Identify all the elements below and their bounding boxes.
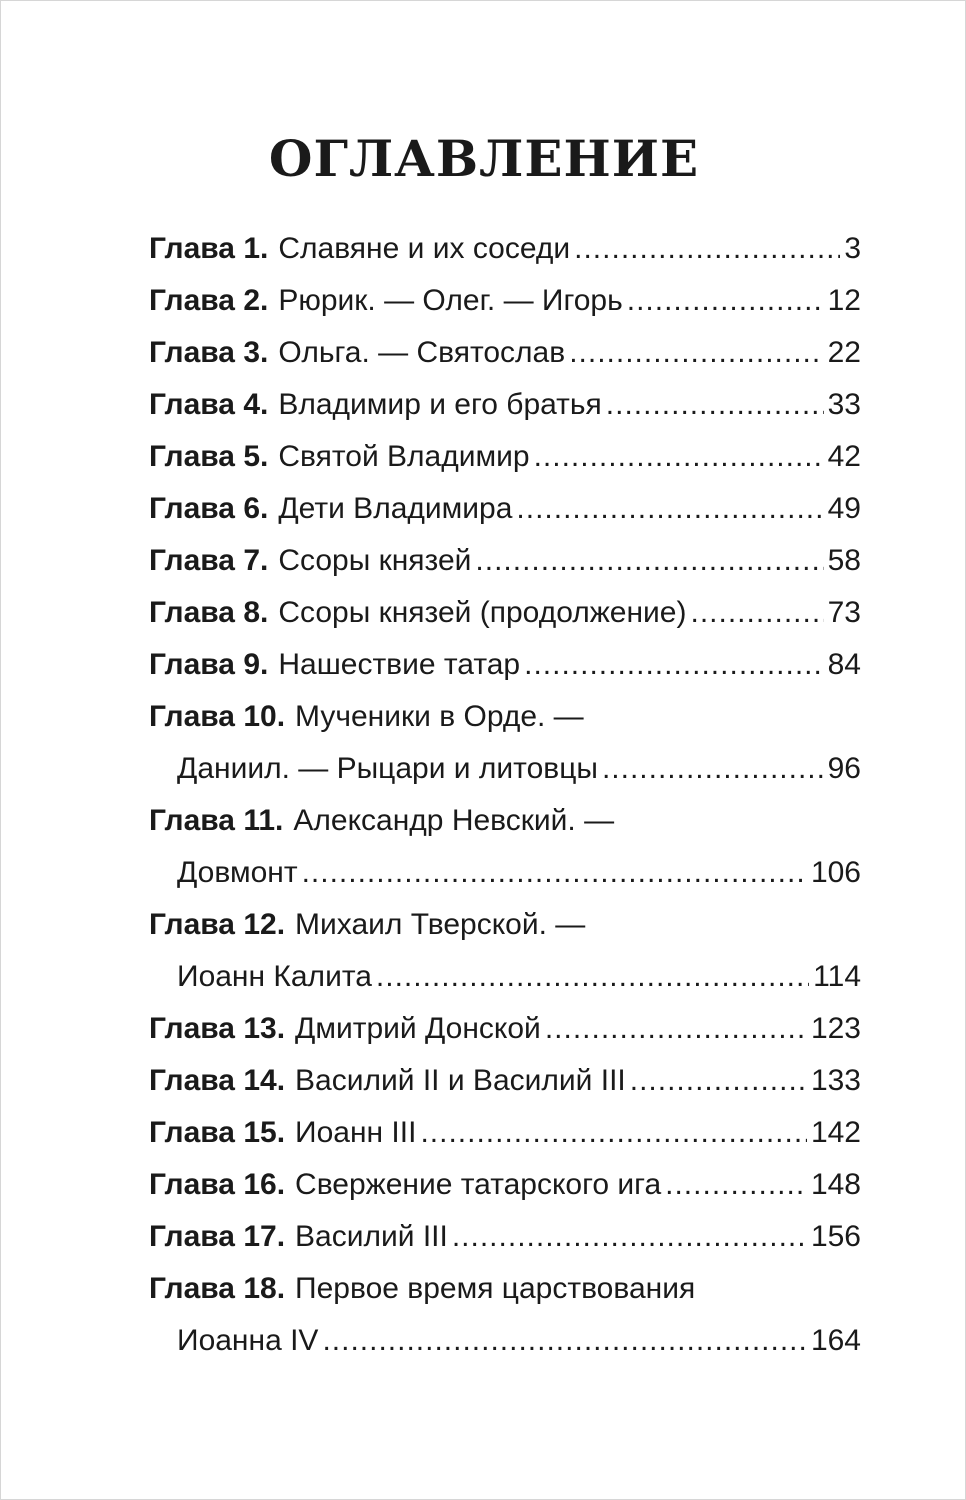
toc-entry bbox=[149, 691, 861, 795]
page-number: 49 bbox=[827, 492, 861, 525]
chapter-number: Глава 3. bbox=[149, 336, 269, 369]
chapter-title: Даниил. — Рыцари и литовцы bbox=[177, 752, 598, 785]
chapter-title: Довмонт bbox=[177, 856, 298, 889]
chapter-title: Иоанн Калита bbox=[177, 960, 372, 993]
chapter-number: Глава 14. bbox=[149, 1064, 286, 1097]
chapter-title: Василий III bbox=[295, 1220, 448, 1253]
dot-leader bbox=[690, 587, 823, 639]
toc-entry bbox=[149, 1107, 861, 1159]
chapter-title: Ольга. — Святослав bbox=[278, 336, 566, 369]
page-number: 12 bbox=[827, 284, 861, 317]
page-number: 3 bbox=[844, 232, 861, 265]
chapter-title: Ссоры князей (продолжение) bbox=[278, 596, 687, 629]
page-number: 106 bbox=[810, 856, 861, 889]
toc-entry bbox=[149, 587, 861, 639]
toc-line bbox=[149, 639, 861, 691]
toc-entry bbox=[149, 1211, 861, 1263]
toc-line bbox=[149, 1263, 861, 1315]
chapter-title: Первое время царствования bbox=[295, 1272, 696, 1305]
dot-leader bbox=[376, 951, 809, 1003]
page-number: 22 bbox=[827, 336, 861, 369]
dot-leader bbox=[534, 431, 824, 483]
chapter-title: Иоанна IV bbox=[177, 1324, 319, 1357]
chapter-title: Святой Владимир bbox=[278, 440, 530, 473]
toc-entry bbox=[149, 1159, 861, 1211]
chapter-number: Глава 8. bbox=[149, 596, 269, 629]
toc-entry bbox=[149, 275, 861, 327]
chapter-number: Глава 18. bbox=[149, 1272, 286, 1305]
chapter-title: Михаил Тверской. — bbox=[295, 908, 586, 941]
toc-entry bbox=[149, 431, 861, 483]
chapter-number: Глава 11. bbox=[149, 804, 284, 837]
page-number: 84 bbox=[827, 648, 861, 681]
chapter-title: Василий II и Василий III bbox=[295, 1064, 626, 1097]
chapter-title: Рюрик. — Олег. — Игорь bbox=[278, 284, 623, 317]
page-number: 73 bbox=[827, 596, 861, 629]
chapter-title: Владимир и его братья bbox=[278, 388, 602, 421]
dot-leader bbox=[665, 1159, 807, 1211]
toc-entry bbox=[149, 899, 861, 1003]
toc-line bbox=[149, 587, 861, 639]
toc-entry bbox=[149, 1263, 861, 1367]
chapter-number: Глава 1. bbox=[149, 232, 269, 265]
chapter-title: Дети Владимира bbox=[278, 492, 513, 525]
chapter-title: Александр Невский. — bbox=[293, 804, 615, 837]
chapter-title: Славяне и их соседи bbox=[278, 232, 571, 265]
chapter-title: Дмитрий Донской bbox=[295, 1012, 541, 1045]
dot-leader bbox=[545, 1003, 807, 1055]
toc-line bbox=[149, 327, 861, 379]
toc-line bbox=[149, 1107, 861, 1159]
toc-line bbox=[149, 275, 861, 327]
chapter-number: Глава 15. bbox=[149, 1116, 286, 1149]
toc-entry bbox=[149, 1003, 861, 1055]
page-number: 33 bbox=[827, 388, 861, 421]
page-number: 42 bbox=[827, 440, 861, 473]
toc-line-continuation bbox=[149, 847, 861, 899]
chapter-number: Глава 12. bbox=[149, 908, 286, 941]
page-number: 164 bbox=[810, 1324, 861, 1357]
page-number: 58 bbox=[827, 544, 861, 577]
dot-leader bbox=[420, 1107, 807, 1159]
chapter-title: Ссоры князей bbox=[278, 544, 472, 577]
toc-line-continuation bbox=[149, 951, 861, 1003]
chapter-number: Глава 13. bbox=[149, 1012, 286, 1045]
toc-line bbox=[149, 379, 861, 431]
chapter-number: Глава 10. bbox=[149, 700, 286, 733]
dot-leader bbox=[602, 743, 824, 795]
dot-leader bbox=[302, 847, 807, 899]
dot-leader bbox=[475, 535, 823, 587]
toc-entry bbox=[149, 1055, 861, 1107]
toc-line-continuation bbox=[149, 1315, 861, 1367]
page-number: 133 bbox=[810, 1064, 861, 1097]
dot-leader bbox=[524, 639, 824, 691]
toc-line-continuation bbox=[149, 743, 861, 795]
toc-entry bbox=[149, 483, 861, 535]
chapter-number: Глава 16. bbox=[149, 1168, 286, 1201]
toc-entry bbox=[149, 379, 861, 431]
toc-line bbox=[149, 223, 861, 275]
toc-line bbox=[149, 431, 861, 483]
chapter-number: Глава 6. bbox=[149, 492, 269, 525]
toc-line bbox=[149, 691, 861, 743]
page-number: 114 bbox=[813, 960, 861, 993]
chapter-number: Глава 7. bbox=[149, 544, 269, 577]
toc-entry bbox=[149, 639, 861, 691]
toc-line bbox=[149, 795, 861, 847]
toc-line bbox=[149, 535, 861, 587]
dot-leader bbox=[574, 223, 840, 275]
chapter-title: Иоанн III bbox=[295, 1116, 417, 1149]
toc-line bbox=[149, 1211, 861, 1263]
toc-entry bbox=[149, 535, 861, 587]
page-title: ОГЛАВЛЕНИЕ bbox=[268, 129, 700, 188]
chapter-number: Глава 17. bbox=[149, 1220, 286, 1253]
toc-line bbox=[149, 1159, 861, 1211]
chapter-number: Глава 5. bbox=[149, 440, 269, 473]
toc-line bbox=[149, 1003, 861, 1055]
page-number: 123 bbox=[810, 1012, 861, 1045]
chapter-title: Мученики в Орде. — bbox=[295, 700, 584, 733]
chapter-title: Нашествие татар bbox=[278, 648, 521, 681]
table-of-contents bbox=[149, 223, 861, 1367]
page-number: 156 bbox=[810, 1220, 861, 1253]
dot-leader bbox=[452, 1211, 807, 1263]
toc-entry bbox=[149, 223, 861, 275]
toc-entry bbox=[149, 795, 861, 899]
dot-leader bbox=[627, 275, 824, 327]
toc-entry bbox=[149, 327, 861, 379]
dot-leader bbox=[630, 1055, 807, 1107]
dot-leader bbox=[322, 1315, 807, 1367]
page-number: 142 bbox=[810, 1116, 861, 1149]
dot-leader bbox=[516, 483, 823, 535]
page-number: 96 bbox=[827, 752, 861, 785]
chapter-number: Глава 2. bbox=[149, 284, 269, 317]
chapter-number: Глава 4. bbox=[149, 388, 269, 421]
page-number: 148 bbox=[810, 1168, 861, 1201]
toc-line bbox=[149, 1055, 861, 1107]
chapter-number: Глава 9. bbox=[149, 648, 269, 681]
chapter-title: Свержение татарского ига bbox=[295, 1168, 662, 1201]
dot-leader bbox=[606, 379, 824, 431]
dot-leader bbox=[569, 327, 823, 379]
toc-line bbox=[149, 899, 861, 951]
toc-line bbox=[149, 483, 861, 535]
